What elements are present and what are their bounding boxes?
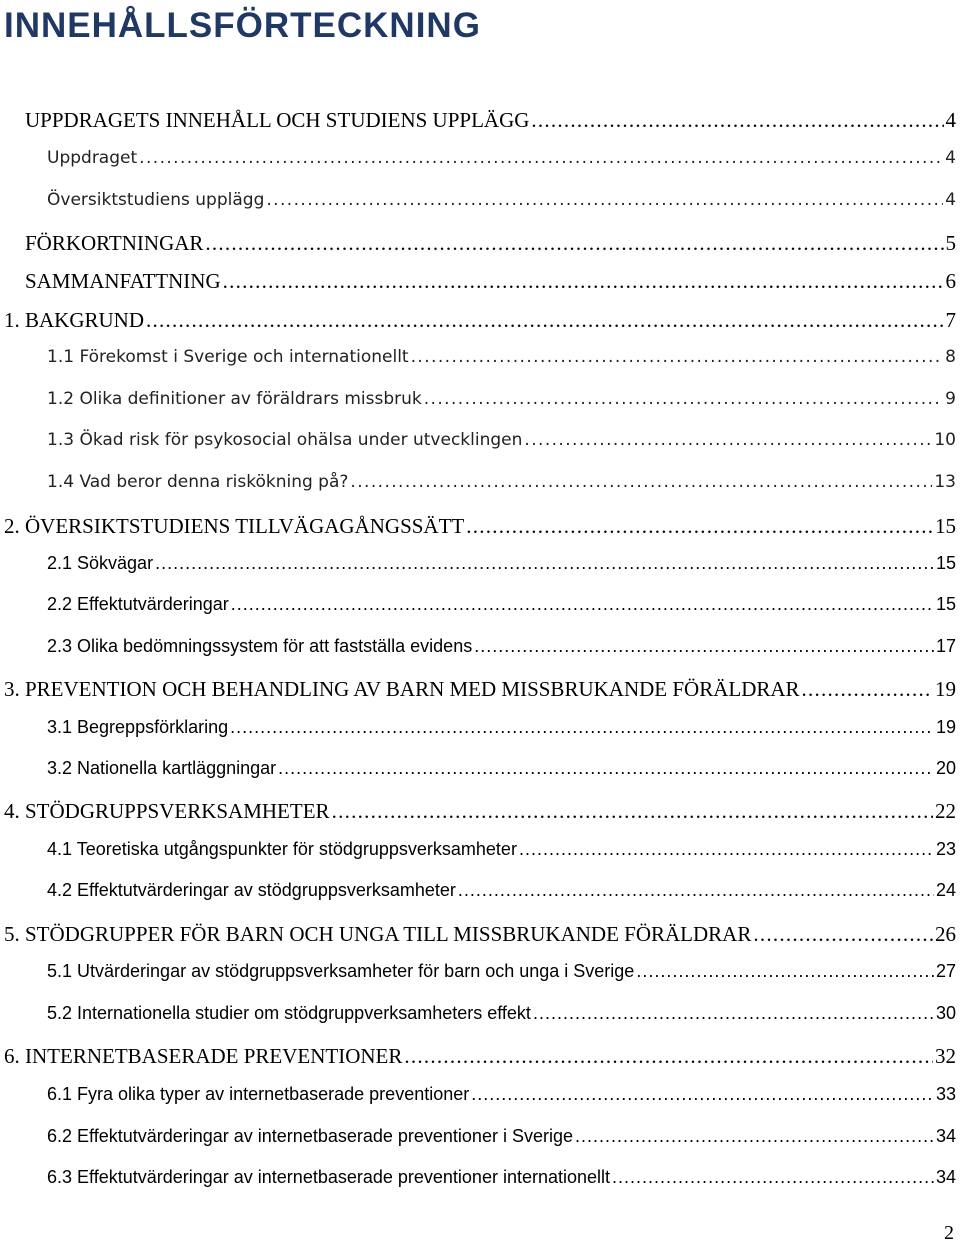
toc-entry[interactable] [47, 636, 956, 657]
toc-entry[interactable] [47, 1003, 956, 1024]
toc-entry-label: 1. BAKGRUND [4, 308, 145, 332]
toc-entry[interactable] [47, 961, 956, 982]
toc-leader [471, 1084, 934, 1105]
toc-entry-page: 10 [934, 430, 956, 450]
toc-entry-label: 3.2 Nationella kartläggningar [47, 758, 277, 778]
toc-entry[interactable] [4, 677, 956, 702]
toc-entry-label: 2.1 Sökvägar [47, 553, 154, 573]
toc-leader [205, 231, 943, 256]
toc-leader [519, 839, 934, 860]
toc-entry-label: 1.2 Olika definitioner av föräldrars missbruk [47, 389, 422, 409]
toc-entry-page: 34 [935, 1126, 956, 1146]
toc-entry[interactable] [4, 1044, 956, 1069]
toc-entry-page: 30 [935, 1003, 956, 1023]
toc-leader [753, 922, 933, 947]
toc-entry-page: 33 [935, 1084, 956, 1104]
toc-entry[interactable] [25, 231, 956, 256]
toc-entry-label: 5.1 Utvärderingar av stödgruppsverksamheter för barn och unga i Sverige [47, 961, 635, 981]
toc-entry-page: 17 [935, 636, 956, 656]
toc-entry-page: 19 [935, 677, 956, 701]
toc-entry-page: 8 [945, 347, 956, 367]
toc-leader [474, 636, 934, 657]
toc-entry[interactable] [47, 472, 956, 492]
toc-entry-label: 6.2 Effektutvärderingar av internetbaserade preventioner i Sverige [47, 1126, 573, 1146]
toc-entry-page: 5 [945, 231, 956, 255]
toc-entry-label: 1.1 Förekomst i Sverige och internationellt [47, 347, 409, 367]
toc-entry-label: 6.1 Fyra olika typer av internetbaserade preventioner [47, 1084, 470, 1104]
toc-leader [146, 308, 943, 333]
toc-leader [636, 961, 934, 982]
toc-entry-page: 4 [945, 190, 956, 210]
toc-entry-page: 6 [945, 269, 956, 293]
toc-entry[interactable] [47, 758, 956, 779]
toc-entry-label: SAMMANFATTNING [25, 269, 221, 293]
toc-entry-page: 22 [935, 799, 956, 823]
toc-entry-label: UPPDRAGETS INNEHÅLL OCH STUDIENS UPPLÄGG [25, 108, 530, 132]
toc-entry-page: 9 [945, 389, 956, 409]
toc-entry-label: 5. STÖDGRUPPER FÖR BARN OCH UNGA TILL MISSBRUKANDE FÖRÄLDRAR [4, 922, 752, 946]
toc-entry-label: 1.3 Ökad risk för psykosocial ohälsa under utvecklingen [47, 430, 523, 450]
toc-entry[interactable] [47, 553, 956, 574]
toc-entry[interactable] [25, 108, 956, 133]
toc-entry-page: 15 [935, 514, 956, 538]
toc-entry-page: 34 [935, 1167, 956, 1187]
toc-entry[interactable] [47, 430, 956, 450]
toc-entry[interactable] [47, 148, 956, 168]
toc-entry[interactable] [47, 1126, 956, 1147]
toc-entry-label: 2.3 Olika bedömningssystem för att fastställa evidens [47, 636, 473, 656]
toc-entry-page: 23 [935, 839, 956, 859]
toc-entry-page: 4 [945, 148, 956, 168]
toc-entry-page: 24 [935, 880, 956, 900]
toc-entry-label: 3.1 Begreppsförklaring [47, 717, 229, 737]
toc-entry-label: 6. INTERNETBASERADE PREVENTIONER [4, 1044, 403, 1068]
toc-entry-label: 3. PREVENTION OCH BEHANDLING AV BARN MED MISSBRUKANDE FÖRÄLDRAR [4, 677, 800, 701]
toc-leader [155, 553, 934, 574]
toc-entry-label: 1.4 Vad beror denna riskökning på? [47, 472, 349, 492]
toc-leader [458, 880, 934, 901]
toc-entry-page: 4 [945, 108, 956, 132]
toc-entry-page: 27 [935, 961, 956, 981]
toc-entry[interactable] [4, 514, 956, 539]
toc-leader [531, 108, 943, 133]
toc-leader [524, 430, 932, 450]
toc-entry-label: 4.1 Teoretiska utgångspunkter för stödgruppsverksamheter [47, 839, 517, 859]
toc-entry[interactable] [47, 190, 956, 210]
toc-leader [350, 472, 932, 492]
toc-entry[interactable] [4, 308, 956, 333]
toc-entry-label: 4. STÖDGRUPPSVERKSAMHETER [4, 799, 330, 823]
toc-leader [533, 1003, 934, 1024]
toc-entry[interactable] [47, 389, 956, 409]
toc-entry-page: 32 [935, 1044, 956, 1068]
toc-entry[interactable] [4, 922, 956, 947]
toc-entry-label: 5.2 Internationella studier om stödgruppverksamheters effekt [47, 1003, 531, 1023]
toc-entry-label: 6.3 Effektutvärderingar av internetbaserade preventioner internationellt [47, 1167, 611, 1187]
toc-entry-page: 13 [934, 472, 956, 492]
toc-leader [139, 148, 943, 168]
toc-leader [424, 389, 943, 409]
toc-leader [230, 717, 934, 738]
toc-entry[interactable] [25, 269, 956, 294]
toc-entry-page: 19 [935, 717, 956, 737]
toc-leader [231, 594, 934, 615]
page-number: 2 [944, 1222, 954, 1244]
toc-entry-label: 2. ÖVERSIKTSTUDIENS TILLVÄGAGÅNGSSÄTT [4, 514, 465, 538]
toc-title: INNEHÅLLSFÖRTECKNING [4, 6, 481, 45]
toc-entry-label: FÖRKORTNINGAR [25, 231, 204, 255]
toc-entry-page: 15 [935, 594, 956, 614]
toc-entry-page: 26 [935, 922, 956, 946]
toc-entry[interactable] [47, 1084, 956, 1105]
toc-entry[interactable] [47, 880, 956, 901]
toc-entry[interactable] [47, 1167, 956, 1188]
toc-entry-label: Översiktstudiens upplägg [47, 190, 265, 210]
toc-entry-label: Uppdraget [47, 148, 138, 168]
toc-entry[interactable] [47, 347, 956, 367]
toc-entry[interactable] [47, 839, 956, 860]
toc-leader [466, 514, 933, 539]
toc-leader [411, 347, 944, 367]
toc-entry-page: 7 [945, 308, 956, 332]
toc-entry[interactable] [47, 717, 956, 738]
toc-leader [404, 1044, 933, 1069]
toc-leader [266, 190, 943, 210]
toc-entry-label: 2.2 Effektutvärderingar [47, 594, 229, 614]
toc-leader [332, 799, 933, 824]
toc-leader [278, 758, 934, 779]
toc-entry-label: 4.2 Effektutvärderingar av stödgruppsverksamheter [47, 880, 456, 900]
toc-entry-page: 20 [935, 758, 956, 778]
toc-entry-page: 15 [935, 553, 956, 573]
toc-leader [223, 269, 944, 294]
toc-leader [802, 677, 933, 702]
toc-entry[interactable] [4, 799, 956, 824]
toc-entry[interactable] [47, 594, 956, 615]
toc-leader [612, 1167, 934, 1188]
toc-leader [575, 1126, 934, 1147]
